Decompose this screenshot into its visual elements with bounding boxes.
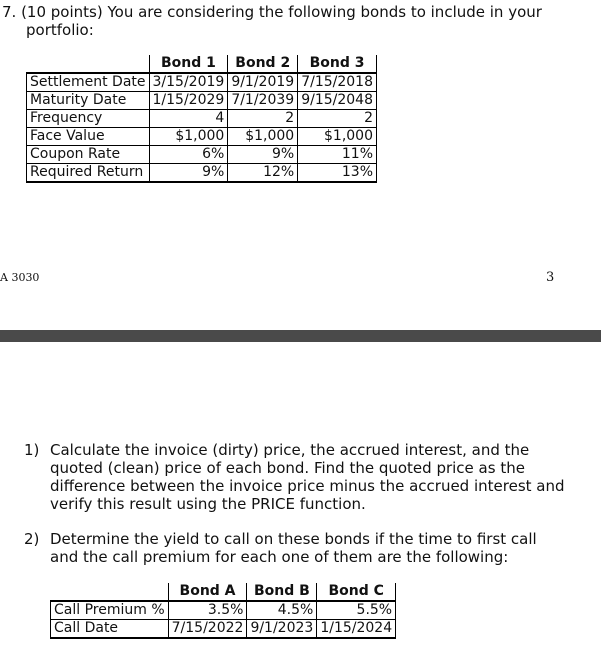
item-line: difference between the invoice price minus the accrued interest and xyxy=(50,477,565,495)
question-line-2: portfolio: xyxy=(26,21,94,39)
page-number: 3 xyxy=(546,270,555,285)
item-text xyxy=(50,441,565,513)
row-label: Face Value xyxy=(27,128,150,146)
table-row xyxy=(27,128,377,146)
bonds-table xyxy=(26,55,377,183)
table-cell: 5.5% xyxy=(317,601,396,620)
item-line: quoted (clean) price of each bond. Find the quoted price as the xyxy=(50,459,525,477)
table-cell: 4 xyxy=(149,110,228,128)
page-break-divider xyxy=(0,330,601,342)
table-cell: $1,000 xyxy=(149,128,228,146)
table-cell: 4.5% xyxy=(247,601,317,620)
table-cell: $1,000 xyxy=(298,128,377,146)
bonds-col-header: Bond 1 xyxy=(149,55,228,73)
table-row xyxy=(27,110,377,128)
call-col-header: Bond B xyxy=(247,583,317,601)
table-cell: 7/15/2018 xyxy=(298,73,377,92)
row-label: Call Date xyxy=(51,620,169,639)
table-cell: 9/1/2019 xyxy=(228,73,298,92)
table-cell: 2 xyxy=(228,110,298,128)
item-text xyxy=(50,530,537,566)
call-col-header: Bond A xyxy=(168,583,247,601)
table-cell: 9% xyxy=(149,164,228,183)
item-line: Calculate the invoice (dirty) price, the accrued interest, and the xyxy=(50,441,530,459)
table-cell: 11% xyxy=(298,146,377,164)
row-label: Maturity Date xyxy=(27,92,150,110)
table-cell: 12% xyxy=(228,164,298,183)
page-footer-course: A 3030 xyxy=(0,271,40,284)
table-cell: 1/15/2029 xyxy=(149,92,228,110)
call-table-header xyxy=(51,583,396,601)
table-cell: 13% xyxy=(298,164,377,183)
item-line: Determine the yield to call on these bonds if the time to first call xyxy=(50,530,537,548)
row-label: Call Premium % xyxy=(51,601,169,620)
bonds-col-header: Bond 2 xyxy=(228,55,298,73)
call-table-corner xyxy=(51,583,169,601)
table-cell: 3/15/2019 xyxy=(149,73,228,92)
bonds-table-header xyxy=(27,55,377,73)
table-row xyxy=(51,620,396,639)
row-label: Frequency xyxy=(27,110,150,128)
row-label: Required Return xyxy=(27,164,150,183)
bonds-col-header: Bond 3 xyxy=(298,55,377,73)
table-row xyxy=(27,92,377,110)
table-cell: 3.5% xyxy=(168,601,247,620)
bonds-table-corner xyxy=(27,55,150,73)
table-row xyxy=(27,164,377,183)
call-col-header: Bond C xyxy=(317,583,396,601)
table-cell: 9% xyxy=(228,146,298,164)
item-line: verify this result using the PRICE function. xyxy=(50,495,366,513)
table-cell: $1,000 xyxy=(228,128,298,146)
item-number: 1) xyxy=(24,441,40,459)
table-cell: 9/15/2048 xyxy=(298,92,377,110)
table-cell: 7/1/2039 xyxy=(228,92,298,110)
table-cell: 7/15/2022 xyxy=(168,620,247,639)
table-cell: 9/1/2023 xyxy=(247,620,317,639)
table-cell: 2 xyxy=(298,110,377,128)
question-heading xyxy=(2,3,592,39)
list-item xyxy=(24,441,594,515)
row-label: Coupon Rate xyxy=(27,146,150,164)
table-row xyxy=(51,601,396,620)
table-row xyxy=(27,146,377,164)
table-row xyxy=(27,73,377,92)
table-cell: 6% xyxy=(149,146,228,164)
row-label: Settlement Date xyxy=(27,73,150,92)
item-line: and the call premium for each one of them are the following: xyxy=(50,548,509,566)
item-number: 2) xyxy=(24,530,40,548)
call-table xyxy=(50,583,396,639)
list-item xyxy=(24,530,594,568)
question-line-1: 7. (10 points) You are considering the following bonds to include in your xyxy=(2,3,542,21)
table-cell: 1/15/2024 xyxy=(317,620,396,639)
